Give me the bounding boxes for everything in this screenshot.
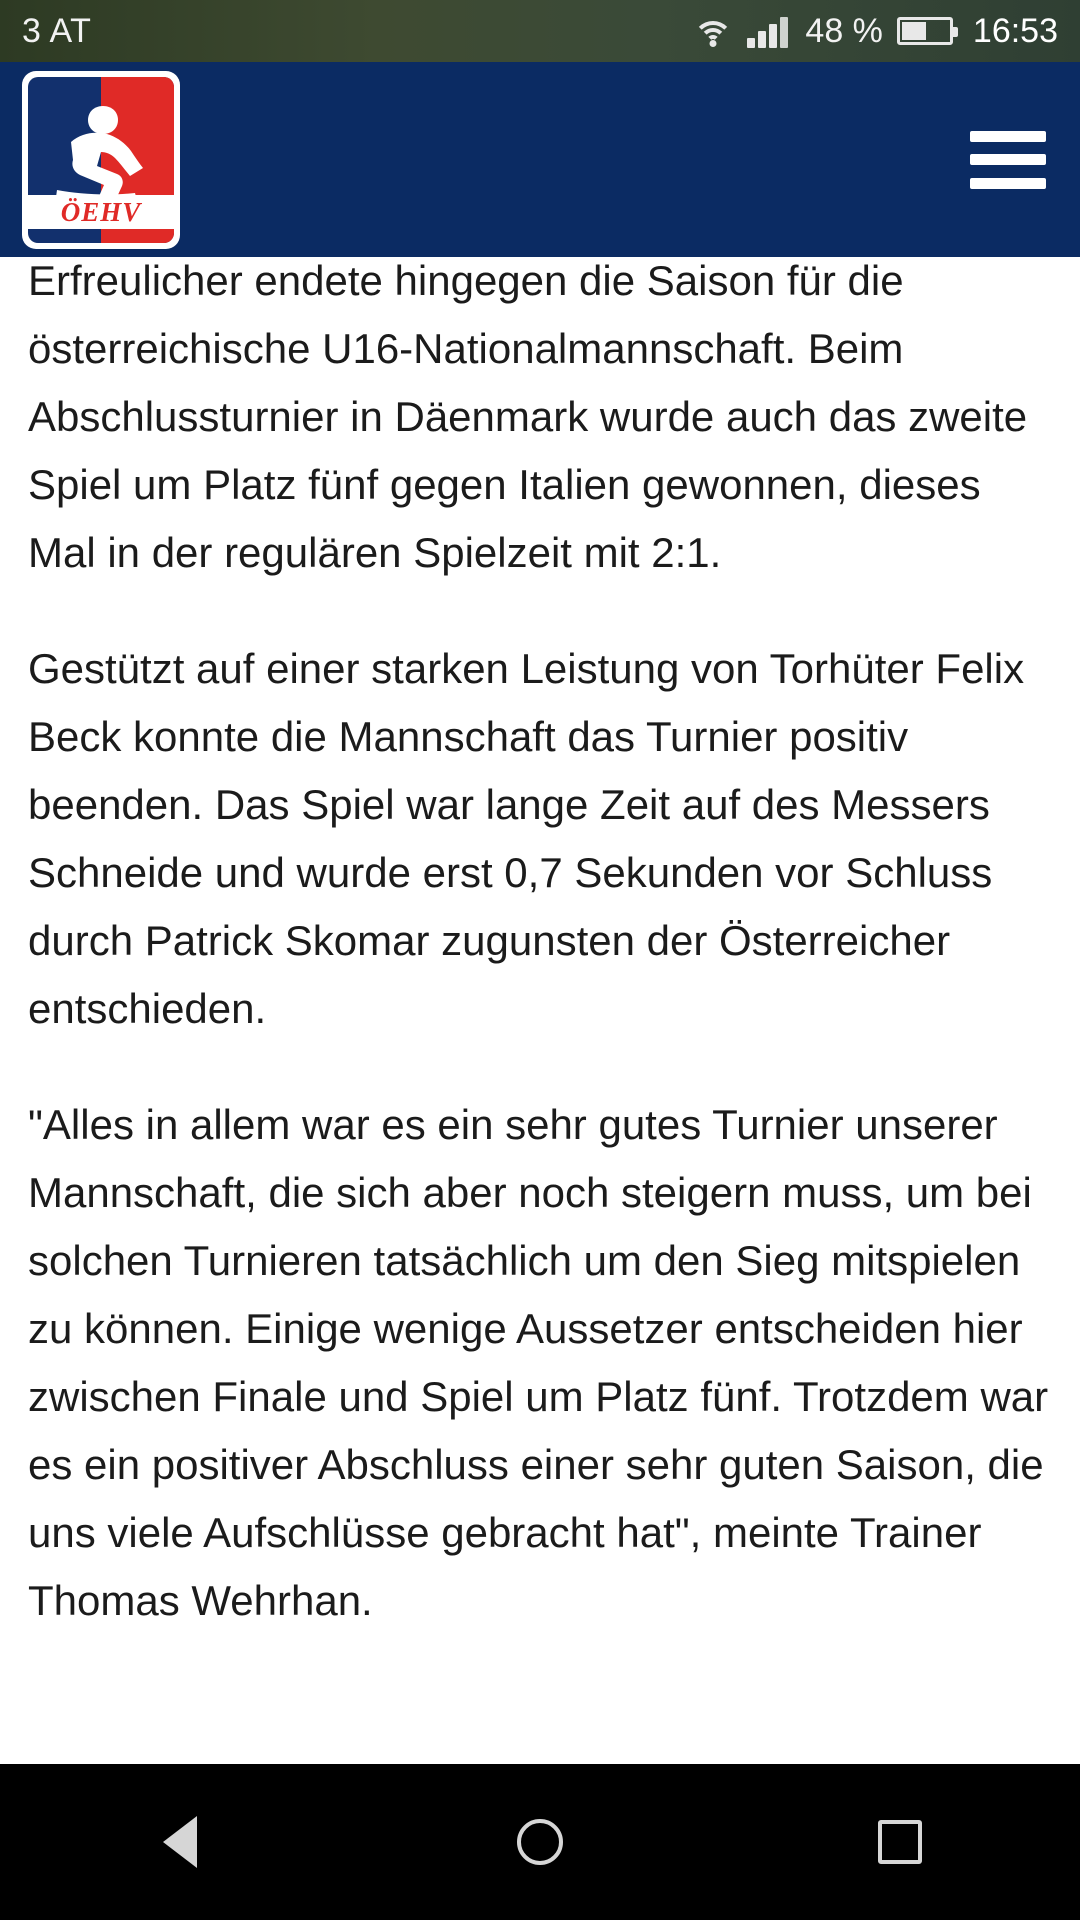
hamburger-menu-icon[interactable] [970, 131, 1046, 189]
wifi-icon [693, 15, 733, 47]
article-content[interactable] [0, 62, 1080, 1764]
home-button[interactable] [470, 1792, 610, 1892]
home-circle-icon [517, 1819, 563, 1865]
battery-percent-label: 48 % [805, 11, 883, 50]
clock-label: 16:53 [972, 11, 1058, 50]
hockey-player-icon [41, 98, 161, 208]
recents-square-icon [878, 1820, 922, 1864]
back-triangle-icon [163, 1816, 197, 1868]
back-button[interactable] [110, 1792, 250, 1892]
article-paragraph: Gestützt auf einer starken Leistung von Torhüter Felix Beck konnte die Mannschaft das Turnier positiv beenden. Das Spiel war lange Zeit auf des Messers Schneide und wurde erst 0,7 Sekunden vor Schluss durch Patrick Skomar zugunsten der Österreicher entschieden. [28, 645, 1025, 1032]
app-header [0, 62, 1080, 257]
recents-button[interactable] [830, 1792, 970, 1892]
status-icons [693, 12, 1058, 51]
status-bar [0, 0, 1080, 62]
logo-text: ÖEHV [60, 196, 142, 227]
article-paragraph: Erfreulicher endete hingegen die Saison für die österreichische U16-Nationalmannschaft. Beim Abschlussturnier in Däenmark wurde auch das zweite Spiel um Platz fünf gegen Italien gewonnen, dieses Mal in der regulären Spielzeit mit 2:1. [28, 257, 1028, 576]
carrier-label: 3 AT [22, 11, 92, 50]
logo-wordmark [28, 195, 174, 229]
cellular-signal-icon [747, 14, 791, 48]
logo-graphic [28, 77, 174, 243]
oehv-logo[interactable] [22, 71, 180, 249]
android-nav-bar [0, 1764, 1080, 1920]
article-paragraph: "Alles in allem war es ein sehr gutes Turnier unserer Mannschaft, die sich aber noch steigern muss, um bei solchen Turnieren tatsächlich um den Sieg mitspielen zu können. Einige wenige Aussetzer entscheiden hier zwischen Finale und Spiel um Platz fünf. Trotzdem war es ein positiver Abschluss einer sehr guten Saison, die uns viele Aufschlüsse gebracht hat", meinte Trainer Thomas Wehrhan. [28, 1101, 1049, 1624]
battery-icon [897, 17, 953, 45]
